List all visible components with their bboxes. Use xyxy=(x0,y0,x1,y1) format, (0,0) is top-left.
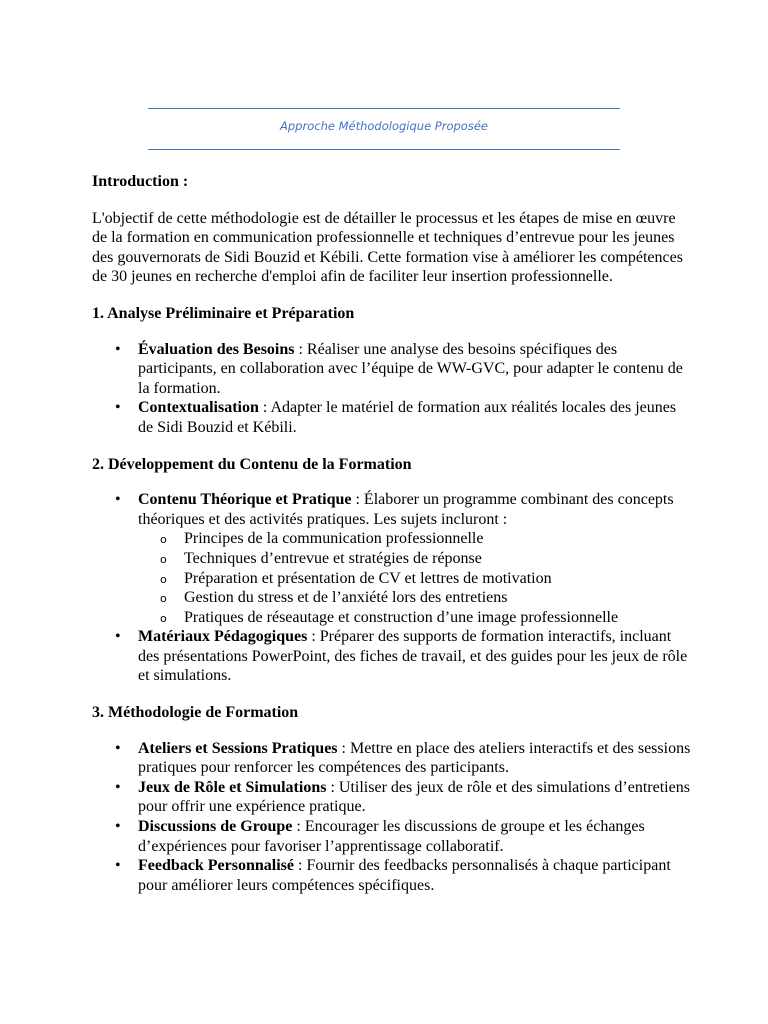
bullet-icon: • xyxy=(115,739,121,757)
item-term: Contextualisation xyxy=(138,399,259,417)
sub-item-text: Gestion du stress et de l’anxiété lors des entretiens xyxy=(184,589,508,607)
list-item xyxy=(92,739,692,778)
header-rule-bottom xyxy=(148,149,620,150)
sub-item-text: Préparation et présentation de CV et lettres de motivation xyxy=(184,569,552,587)
list-item xyxy=(92,778,692,817)
sub-item-text: Principes de la communication professionnelle xyxy=(184,530,484,548)
item-text: : Mettre en place des ateliers interactifs et des sessions pratiques pour renforcer les compétences des participants. xyxy=(138,739,691,777)
list-item xyxy=(92,490,692,627)
item-term: Matériaux Pédagogiques xyxy=(138,628,308,646)
bullet-icon: • xyxy=(115,399,121,417)
header-rule-top xyxy=(148,108,620,109)
item-term: Jeux de Rôle et Simulations xyxy=(138,778,327,796)
sub-list-item xyxy=(138,549,692,569)
bullet-icon: • xyxy=(115,818,121,836)
sub-list-item xyxy=(138,608,692,628)
list-item xyxy=(92,340,692,399)
item-text: : Fournir des feedbacks personnalisés à chaque participant pour améliorer leurs compétences spécifiques. xyxy=(138,857,671,894)
item-text: : Encourager les discussions de groupe et les échanges d’expériences pour favoriser l’apprentissage collaboratif. xyxy=(138,818,645,855)
bullet-icon: • xyxy=(115,340,121,358)
circle-bullet-icon: o xyxy=(160,533,167,547)
intro-paragraph: L'objectif de cette méthodologie est de détailler le processus et les étapes de mise en œuvre de la formation en communication professionnelle et techniques d’entrevue pour les jeunes des gouvernorats de Sidi Bouzid et Kébili. Cette formation vise à améliorer les compétences de 30 jeunes en recherche d'emploi afin de faciliter leur insertion professionnelle. xyxy=(92,209,683,286)
bullet-icon: • xyxy=(115,628,121,646)
bullet-icon: • xyxy=(115,857,121,875)
sub-item-text: Pratiques de réseautage et construction d’une image professionnelle xyxy=(184,608,619,626)
item-text: : Utiliser des jeux de rôle et des simulations d’entretiens pour offrir une expérience pratique. xyxy=(138,778,690,816)
sub-list-item xyxy=(138,588,692,608)
list-item xyxy=(92,627,692,686)
bullet-icon: • xyxy=(115,778,121,796)
item-term: Évaluation des Besoins xyxy=(138,340,295,358)
sub-list-item xyxy=(138,529,692,549)
topics-sublist xyxy=(138,529,692,627)
list-item xyxy=(92,398,692,437)
item-term: Discussions de Groupe xyxy=(138,818,293,836)
circle-bullet-icon: o xyxy=(160,592,167,606)
list-item xyxy=(92,817,692,856)
item-term: Ateliers et Sessions Pratiques xyxy=(138,739,338,757)
bullet-icon: • xyxy=(115,491,121,509)
section-3-list xyxy=(92,739,692,896)
item-term: Feedback Personnalisé xyxy=(138,857,294,875)
section-1-list xyxy=(92,340,692,438)
item-text: : Adapter le matériel de formation aux réalités locales des jeunes de Sidi Bouzid et Kébili. xyxy=(138,399,677,436)
item-text: : Réaliser une analyse des besoins spécifiques des participants, en collaboration avec l’équipe de WW-GVC, pour adapter le contenu de la formation. xyxy=(138,340,683,397)
circle-bullet-icon: o xyxy=(160,572,167,586)
section-2-heading: 2. Développement du Contenu de la Formation xyxy=(92,455,412,473)
sub-item-text: Techniques d’entrevue et stratégies de réponse xyxy=(184,549,482,567)
item-text: : Élaborer un programme combinant des concepts théoriques et des activités pratiques. Les sujets incluront : xyxy=(138,491,674,528)
document-body xyxy=(92,172,692,912)
circle-bullet-icon: o xyxy=(160,552,167,566)
section-1-heading: 1. Analyse Préliminaire et Préparation xyxy=(92,304,355,322)
header-title: Approche Méthodologique Proposée xyxy=(280,119,488,133)
item-text: : Préparer des supports de formation interactifs, incluant des présentations PowerPoint, des fiches de travail, et des guides pour les jeux de rôle et simulations. xyxy=(138,628,688,685)
sub-list-item xyxy=(138,569,692,589)
section-2-list xyxy=(92,490,692,686)
item-term: Contenu Théorique et Pratique xyxy=(138,491,352,509)
section-3-heading: 3. Méthodologie de Formation xyxy=(92,704,299,722)
intro-heading: Introduction : xyxy=(92,173,189,190)
list-item xyxy=(92,856,692,895)
circle-bullet-icon: o xyxy=(160,611,167,625)
